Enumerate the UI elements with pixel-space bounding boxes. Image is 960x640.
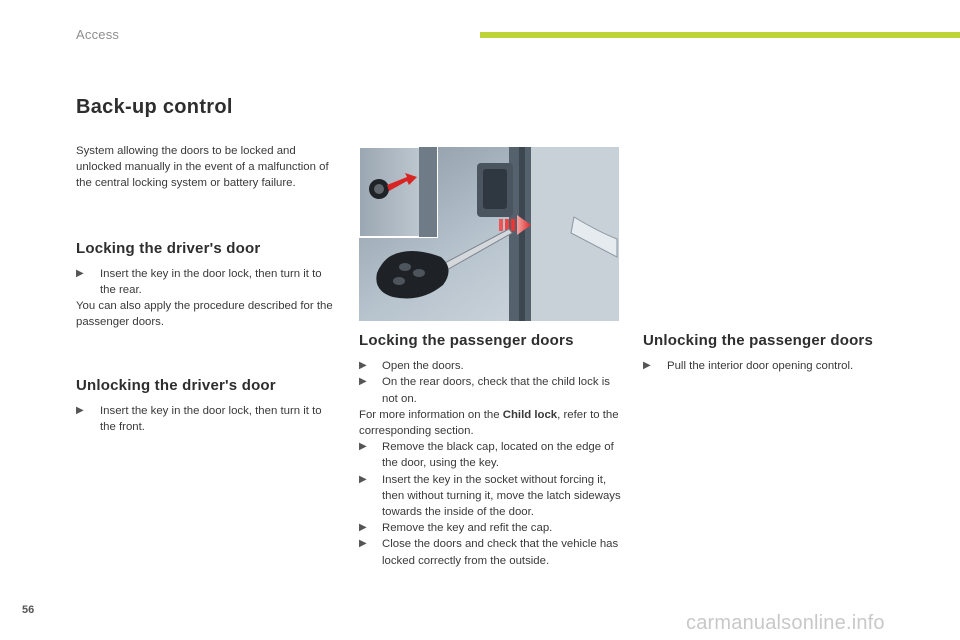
- step-text: Remove the black cap, located on the edge of the door, using the key.: [382, 441, 614, 470]
- child-lock-note: [359, 407, 623, 439]
- bullet-icon: ▶: [76, 404, 84, 416]
- unlocking-driver-step: [76, 403, 340, 435]
- watermark: carmanualsonline.info: [686, 612, 885, 634]
- locking-passenger-step-6: [359, 536, 623, 568]
- locking-passenger-heading: Locking the passenger doors: [359, 332, 574, 349]
- locking-passenger-step-2: [359, 374, 623, 406]
- intro-text: System allowing the doors to be locked and unlocked manually in the event of a malfunction of the central locking system or battery failure.: [76, 145, 329, 190]
- bullet-icon: ▶: [359, 360, 367, 372]
- step-text: Pull the interior door opening control.: [667, 360, 854, 373]
- middle-column: [359, 333, 623, 569]
- step-text: Insert the key in the socket without forcing it, then without turning it, move the latch sideways towards the inside of the door.: [382, 473, 621, 519]
- bullet-icon: ▶: [359, 538, 367, 550]
- bullet-icon: ▶: [359, 473, 367, 485]
- step-text: On the rear doors, check that the child lock is not on.: [382, 376, 610, 405]
- locking-driver-heading: Locking the driver's door: [76, 239, 261, 257]
- left-column: [76, 143, 340, 435]
- step-text: Close the doors and check that the vehicle has locked correctly from the outside.: [382, 538, 619, 567]
- unlocking-driver-step-text: Insert the key in the door lock, then turn it to the front.: [100, 404, 322, 434]
- door-key-illustration: [359, 147, 619, 321]
- locking-driver-step: [76, 266, 340, 298]
- bullet-icon: ▶: [76, 267, 84, 279]
- child-lock-term: Child lock: [502, 408, 558, 421]
- note-text: , refer to the corresponding section.: [359, 408, 619, 438]
- locking-passenger-step-3: [359, 439, 623, 471]
- bullet-icon: ▶: [359, 522, 367, 534]
- unlocking-passenger-heading: Unlocking the passenger doors: [643, 332, 874, 349]
- step-text: Remove the key and refit the cap.: [382, 522, 553, 535]
- unlocking-passenger-step: [643, 358, 907, 374]
- bullet-icon: ▶: [359, 441, 367, 453]
- page-title: Back-up control: [76, 96, 233, 118]
- locking-driver-note: You can also apply the procedure described for the passenger doors.: [76, 300, 333, 329]
- locking-passenger-step-1: [359, 358, 623, 374]
- unlocking-driver-heading: Unlocking the driver's door: [76, 376, 276, 394]
- note-text: For more information on the: [359, 408, 503, 421]
- page-number: 56: [22, 604, 35, 616]
- bullet-icon: ▶: [643, 360, 651, 372]
- section-label: Access: [76, 27, 120, 42]
- step-text: Open the doors.: [382, 360, 464, 373]
- locking-driver-step-text: Insert the key in the door lock, then turn it to the rear.: [100, 267, 322, 297]
- locking-passenger-step-4: [359, 472, 623, 521]
- locking-passenger-step-5: [359, 520, 623, 536]
- header-accent-bar: [480, 32, 960, 38]
- bullet-icon: ▶: [359, 376, 367, 388]
- right-column: [643, 333, 907, 374]
